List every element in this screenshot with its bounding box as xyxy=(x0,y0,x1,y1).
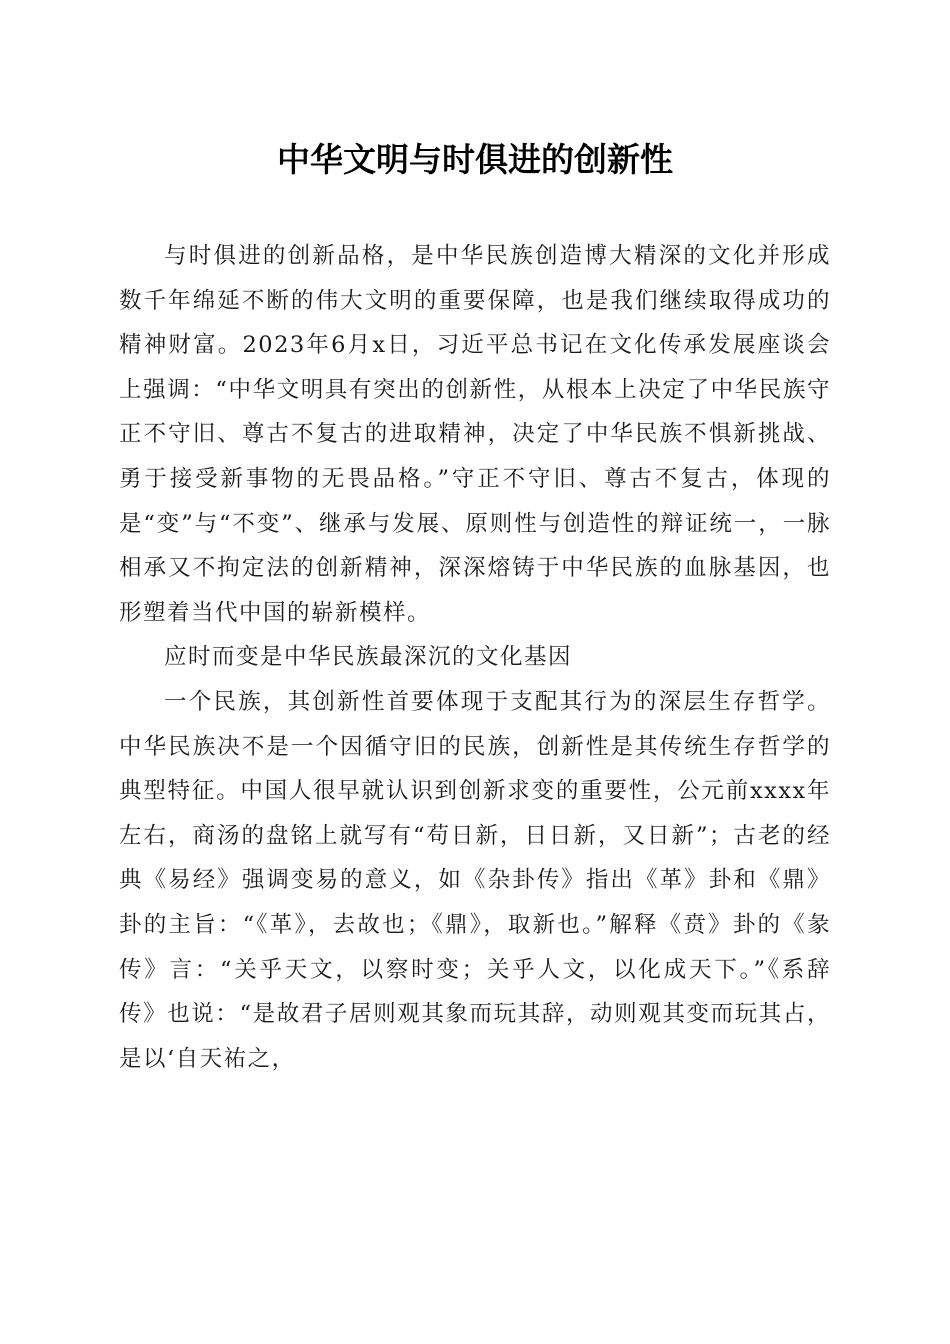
section-paragraph: 一个民族，其创新性首要体现于支配其行为的深层生存哲学。中华民族决不是一个因循守旧的民族，创新性是其传统生存哲学的典型特征。中国人很早就认识到创新求变的重要性，公元前xxxx年左右，商汤的盘铭上就写有“苟日新，日日新，又日新”；古老的经典《易经》强调变易的意义，如《杂卦传》指出《革》卦和《鼎》卦的主旨：“《革》，去故也；《鼎》，取新也。”解释《贲》卦的《彖传》言：“关乎天文，以察时变；关乎人文，以化成天下。”《系辞传》也说：“是故君子居则观其象而玩其辞，动则观其变而玩其占，是以‘自天祐之， xyxy=(119,688,831,1072)
document-body xyxy=(119,234,831,1081)
document-title: 中华文明与时俱进的创新性 xyxy=(277,140,673,179)
intro-paragraph: 与时俱进的创新品格，是中华民族创造博大精深的文化并形成数千年绵延不断的伟大文明的重要保障，也是我们继续取得成功的精神财富。2023年6月x日，习近平总书记在文化传承发展座谈会上强调：“中华文明具有突出的创新性，从根本上决定了中华民族守正不守旧、尊古不复古的进取精神，决定了中华民族不惧新挑战、勇于接受新事物的无畏品格。”守正不守旧、尊古不复古，体现的是“变”与“不变”、继承与发展、原则性与创造性的辩证统一，一脉相承又不拘定法的创新精神，深深熔铸于中华民族的血脉基因，也形塑着当代中国的崭新模样。 xyxy=(119,243,831,626)
section-heading: 应时而变是中华民族最深沉的文化基因 xyxy=(164,644,573,671)
